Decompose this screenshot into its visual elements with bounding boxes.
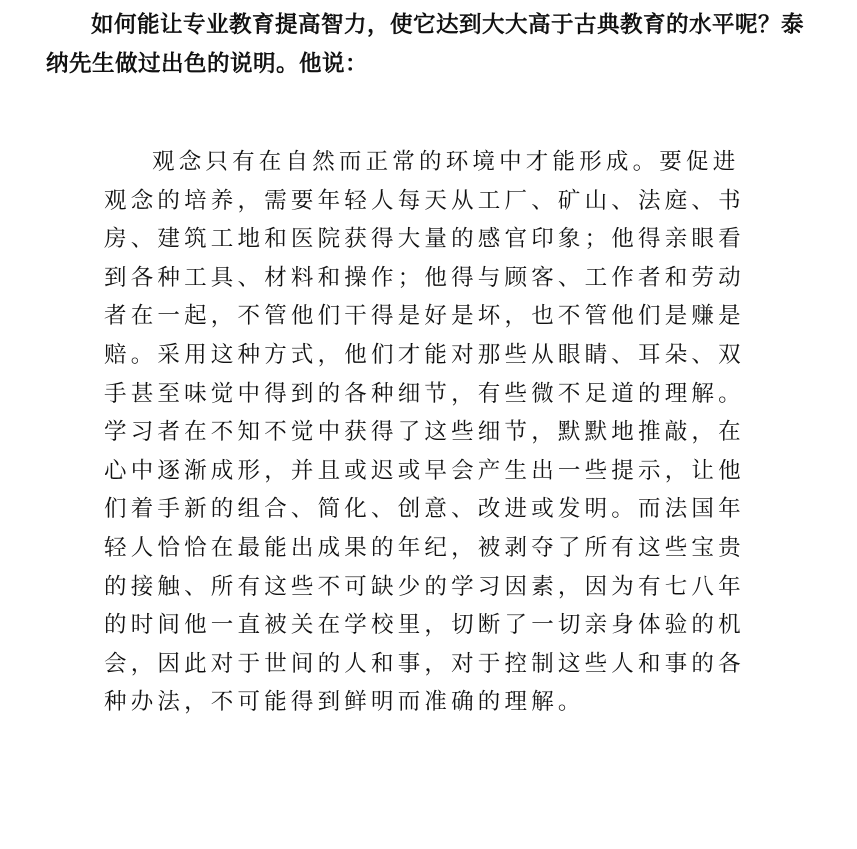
quote-line: 到各种工具、材料和操作；他得与顾客、工作者和劳动 (104, 264, 745, 291)
quote-line: 者在一起，不管他们干得是好是坏，也不管他们是赚是 (104, 303, 745, 330)
quote-line: 观念只有在自然而正常的环境中才能形成。要促进 (152, 149, 740, 175)
quote-line: 的时间他一直被关在学校里，切断了一切亲身体验的机 (104, 612, 745, 639)
quote-line: 房、建筑工地和医院获得大量的感官印象；他得亲眼看 (104, 226, 745, 253)
quote-line: 种办法，不可能得到鲜明而准确的理解。 (104, 689, 585, 716)
intro-paragraph: 如何能让专业教育提高智力，使它达到大大高于古典教育的水平呢？泰纳先生做过出色的说明。他说： (46, 12, 805, 77)
quote-line: 手甚至味觉中得到的各种细节，有些微不足道的理解。 (104, 380, 745, 407)
quote-line: 轻人恰恰在最能出成果的年纪，被剥夺了所有这些宝贵 (104, 534, 745, 561)
quote-line: 心中逐渐成形，并且或迟或早会产生出一些提示，让他 (104, 457, 745, 484)
quote-line: 们着手新的组合、简化、创意、改进或发明。而法国年 (104, 496, 745, 523)
quote-line: 观念的培养，需要年轻人每天从工厂、矿山、法庭、书 (104, 187, 745, 214)
block-quote (104, 143, 764, 722)
quote-line: 会，因此对于世间的人和事，对于控制这些人和事的各 (104, 650, 745, 677)
quote-line: 赔。采用这种方式，他们才能对那些从眼睛、耳朵、双 (104, 341, 745, 368)
quote-line: 的接触、所有这些不可缺少的学习因素，因为有七八年 (104, 573, 745, 600)
quote-line: 学习者在不知不觉中获得了这些细节，默默地推敲，在 (104, 419, 745, 446)
